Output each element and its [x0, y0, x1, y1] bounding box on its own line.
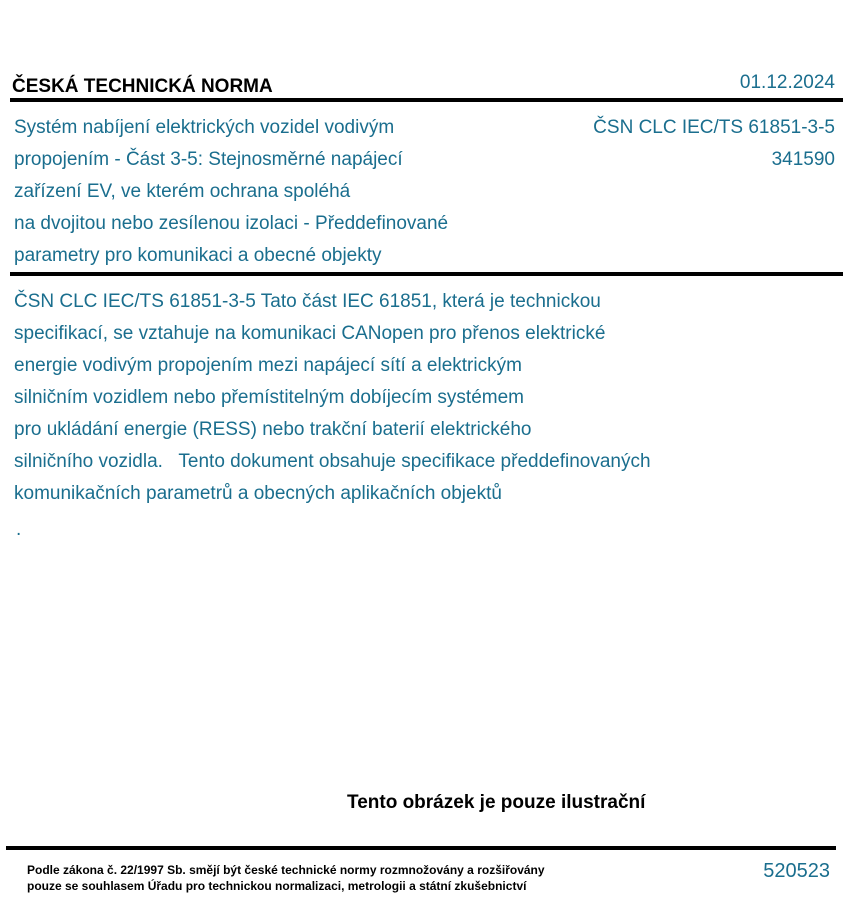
- abstract-line: pro ukládání energie (RESS) nebo trakční baterií elektrického: [14, 419, 532, 440]
- abstract-line: energie vodivým propojením mezi napájecí sítí a elektrickým: [14, 355, 522, 376]
- abstract-line: ČSN CLC IEC/TS 61851-3-5 Tato část IEC 61851, která je technickou: [14, 291, 601, 312]
- class-number: 341590: [771, 149, 835, 170]
- title-line: zařízení EV, ve kterém ochrana spoléhá: [14, 181, 351, 202]
- legal-notice: [27, 862, 545, 894]
- catalog-number: 520523: [763, 860, 830, 882]
- title-line: Systém nabíjení elektrických vozidel vodivým: [14, 117, 395, 138]
- standard-identifier: [593, 112, 835, 176]
- bottom-divider: [6, 846, 836, 850]
- illustrative-notice: Tento obrázek je pouze ilustrační: [347, 792, 646, 813]
- standard-code: ČSN CLC IEC/TS 61851-3-5: [593, 117, 835, 138]
- title-line: propojením - Část 3-5: Stejnosměrné napájecí: [14, 149, 403, 170]
- legal-line: Podle zákona č. 22/1997 Sb. smějí být české technické normy rozmnožovány a rozšiřovány: [27, 863, 545, 877]
- abstract-line: silničního vozidla. Tento dokument obsahuje specifikace předdefinovaných: [14, 451, 651, 472]
- abstract-line: komunikačních parametrů a obecných aplikačních objektů: [14, 483, 502, 504]
- abstract-line: specifikací, se vztahuje na komunikaci CANopen pro přenos elektrické: [14, 323, 606, 344]
- middle-divider: [10, 272, 843, 276]
- top-divider: [10, 98, 843, 102]
- legal-line: pouze se souhlasem Úřadu pro technickou normalizaci, metrologii a státní zkušebnictví: [27, 879, 527, 893]
- abstract-trailing-dot: .: [16, 519, 22, 540]
- abstract-text: [14, 286, 749, 510]
- title-line: parametry pro komunikaci a obecné objekty: [14, 245, 382, 266]
- document-heading: ČESKÁ TECHNICKÁ NORMA: [12, 76, 273, 97]
- title-line: na dvojitou nebo zesílenou izolaci - Předdefinované: [14, 213, 449, 234]
- standard-title: [14, 112, 554, 272]
- abstract-line: silničním vozidlem nebo přemístitelným dobíjecím systémem: [14, 387, 525, 408]
- publication-date: 01.12.2024: [739, 72, 835, 93]
